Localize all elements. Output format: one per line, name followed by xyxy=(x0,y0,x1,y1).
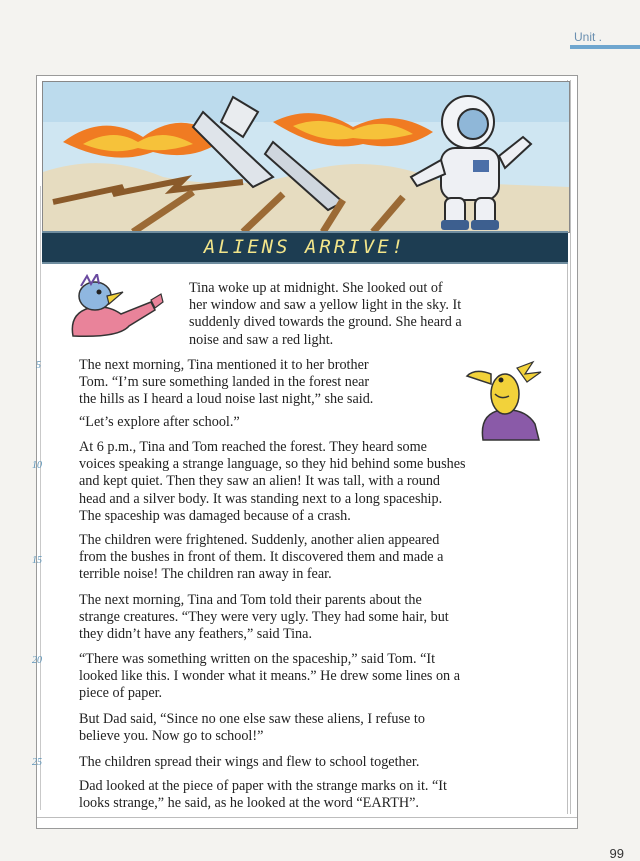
tina-bird-icon xyxy=(59,274,179,340)
paragraph-5: The next morning, Tina and Tom told their parents about the strange creatures. “They were very ugly. They had some hair, but they didn’t have any feathers,” said Tina. xyxy=(79,592,449,643)
unit-bar xyxy=(570,45,640,49)
paragraph-2: The next morning, Tina mentioned it to her brother Tom. “I’m sure something landed in the forest near the hills as I heard a loud noise last night,” she said. “Let’s explore after school.” xyxy=(79,357,374,430)
page-number: 99 xyxy=(609,846,624,861)
story-text xyxy=(32,186,565,812)
paragraph-3: At 6 p.m., Tina and Tom reached the forest. They heard some voices speaking a strange language, so they hid behind some bushes and kept quiet. Then they saw an alien! It was tall, with a round head and a silver body. It was standing next to a long spaceship. The spaceship was damaged because of a crash. xyxy=(79,439,466,524)
paragraph-4: The children were frightened. Suddenly, another alien appeared from the bushes in front of them. It discovered them and made a terrible noise! The children ran away in fear. xyxy=(79,532,444,583)
line-number-5: 5 xyxy=(36,360,41,371)
line-number-25: 25 xyxy=(32,757,42,768)
paragraph-9: Dad looked at the piece of paper with the strange marks on it. “It looks strange,” he said, as he looked at the word “EARTH”. xyxy=(79,778,447,812)
story-title: ALIENS ARRIVE! xyxy=(42,231,568,264)
paragraph-7: But Dad said, “Since no one else saw these aliens, I refuse to believe you. Now go to school!” xyxy=(79,711,425,745)
line-number-15: 15 xyxy=(32,555,42,566)
paragraph-1: Tina woke up at midnight. She looked out of her window and saw a yellow light in the sky. It suddenly dived towards the ground. She heard a noise and saw a red light. xyxy=(189,280,462,348)
frame-bottom-line xyxy=(37,817,577,818)
unit-tag: Unit . xyxy=(574,30,603,44)
paragraph-6: “There was something written on the spaceship,” said Tom. “It looked like this. I wonder what it means.” He drew some lines on a piece of paper. xyxy=(79,651,460,702)
paragraph-8: The children spread their wings and flew to school together. xyxy=(79,754,420,770)
line-number-20: 20 xyxy=(32,655,42,666)
tom-bird-icon xyxy=(461,358,557,442)
line-number-10: 10 xyxy=(32,460,42,471)
